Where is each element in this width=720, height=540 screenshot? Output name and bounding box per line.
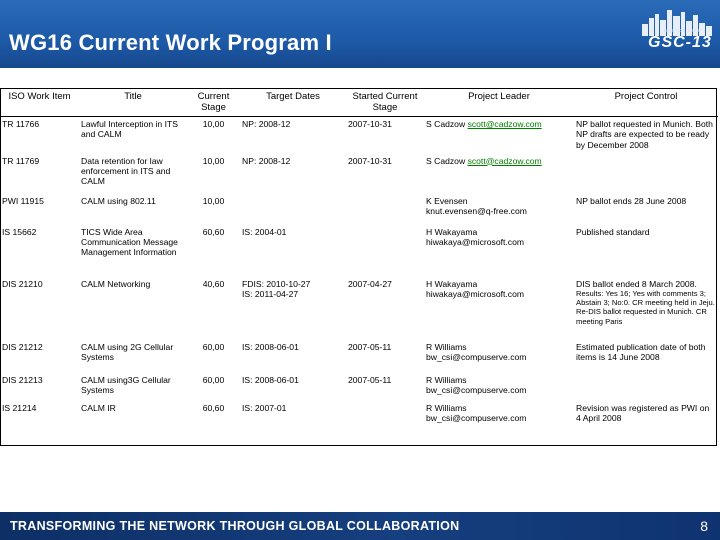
title-cell: CALM using 2G Cellular Systems bbox=[81, 341, 174, 362]
logo-subtext: BOSTON 2008 bbox=[664, 28, 700, 33]
leader-email: hiwakaya@microsoft.com bbox=[426, 236, 525, 247]
column-header-started-current-stage: Started Current Stage bbox=[346, 88, 424, 117]
current-stage-cell: 60,60 bbox=[202, 226, 225, 237]
project-control-cell bbox=[574, 277, 718, 340]
iso-work-item-cell: TR 11766 bbox=[2, 119, 40, 129]
project-control-cell: NP ballot ends 28 June 2008 bbox=[576, 195, 687, 206]
table-row bbox=[0, 117, 718, 154]
started-current-stage-cell: 2007-05-11 bbox=[348, 374, 392, 385]
leader-name: R Williams bbox=[426, 402, 467, 413]
logo-text: GSC-13 bbox=[648, 34, 712, 51]
current-stage-cell: 40,60 bbox=[202, 278, 225, 289]
started-current-stage-cell: 2007-10-31 bbox=[348, 155, 392, 166]
table-row bbox=[0, 225, 718, 277]
target-date-is: IS: 2011-04-27 bbox=[242, 288, 299, 299]
table-header-row bbox=[0, 88, 718, 117]
leader-email: hiwakaya@microsoft.com bbox=[426, 288, 525, 299]
iso-work-item-cell: IS 15662 bbox=[2, 226, 37, 237]
target-date-fdis: FDIS: 2010-10-27 bbox=[242, 278, 311, 289]
leader-email: bw_csi@compuserve.com bbox=[426, 351, 527, 362]
iso-work-item-cell: IS 21214 bbox=[2, 402, 37, 413]
table-row bbox=[0, 340, 718, 373]
target-dates-cell: IS: 2008-06-01 bbox=[242, 341, 299, 352]
iso-work-item-cell: DIS 21210 bbox=[2, 278, 43, 289]
leader-name: R Williams bbox=[426, 374, 467, 385]
leader-email: bw_csi@compuserve.com bbox=[426, 412, 527, 423]
column-header-project-leader: Project Leader bbox=[424, 88, 574, 117]
table-row bbox=[0, 401, 718, 439]
project-control-cell: Estimated publication date of both items is 14 June 2008 bbox=[576, 341, 706, 362]
column-header-title: Title bbox=[79, 88, 187, 117]
started-current-stage-cell bbox=[346, 194, 424, 225]
target-dates-cell: IS: 2008-06-01 bbox=[242, 374, 299, 385]
footer-tagline: TRANSFORMING THE NETWORK THROUGH GLOBAL COLLABORATION bbox=[10, 519, 460, 533]
leader-name: R Williams bbox=[426, 341, 467, 352]
current-stage-cell: 10,00 bbox=[202, 195, 225, 206]
project-leader-cell bbox=[424, 277, 574, 340]
current-stage-cell: 10,00 bbox=[202, 119, 225, 129]
target-dates-cell: IS: 2004-01 bbox=[242, 226, 287, 237]
title-cell: CALM using3G Cellular Systems bbox=[81, 374, 171, 395]
leader-email-link[interactable]: scott@cadzow.com bbox=[467, 155, 542, 166]
leader-email-link[interactable]: scott@cadzow.com bbox=[467, 119, 542, 129]
leader-name: S Cadzow bbox=[426, 119, 466, 129]
target-dates-cell bbox=[240, 277, 346, 340]
page-title: WG16 Current Work Program I bbox=[9, 30, 332, 55]
leader-name: S Cadzow bbox=[426, 155, 466, 166]
title-cell: Data retention for law enforcement in ITS and CALM bbox=[81, 155, 171, 187]
project-leader-cell bbox=[424, 340, 574, 373]
project-leader-cell bbox=[424, 117, 574, 154]
iso-work-item-cell: DIS 21213 bbox=[2, 374, 43, 385]
started-current-stage-cell: 2007-04-27 bbox=[348, 278, 392, 289]
current-stage-cell: 10,00 bbox=[202, 155, 225, 166]
project-leader-cell bbox=[424, 373, 574, 401]
project-control-summary: DIS ballot ended 8 March 2008. bbox=[576, 278, 697, 289]
target-dates-cell: NP: 2008-12 bbox=[242, 119, 291, 129]
project-leader-cell bbox=[424, 154, 574, 194]
project-control-detail: Results: Yes 16; Yes with comments 3; Abstain 3; No:0. CR meeting held in Jeju. Re-DIS ballot requested in Munich. CR meeting Paris bbox=[576, 288, 715, 326]
project-leader-cell bbox=[424, 194, 574, 225]
project-control-cell: NP ballot requested in Munich. Both NP drafts are expected to be ready by December 2008 bbox=[576, 119, 713, 150]
footer-bar bbox=[0, 512, 720, 540]
title-cell: CALM Networking bbox=[81, 278, 151, 289]
started-current-stage-cell bbox=[346, 401, 424, 439]
column-header-target-dates: Target Dates bbox=[240, 88, 346, 117]
current-stage-cell: 60,00 bbox=[202, 341, 225, 352]
header-bar bbox=[0, 0, 720, 68]
leader-name: H Wakayama bbox=[426, 226, 478, 237]
iso-work-item-cell: PWI 11915 bbox=[2, 195, 44, 206]
current-stage-cell: 60,60 bbox=[202, 402, 225, 413]
project-control-cell: Revision was registered as PWI on 4 April 2008 bbox=[576, 402, 710, 423]
page-number: 8 bbox=[700, 518, 708, 534]
current-stage-cell: 60,00 bbox=[202, 374, 225, 385]
column-header-current-stage: Current Stage bbox=[187, 88, 240, 117]
started-current-stage-cell: 2007-05-11 bbox=[348, 341, 392, 352]
table-row bbox=[0, 194, 718, 225]
column-header-iso-work-item: ISO Work Item bbox=[0, 88, 79, 117]
column-header-project-control: Project Control bbox=[574, 88, 718, 117]
iso-work-item-cell: TR 11769 bbox=[2, 155, 40, 166]
title-cell: TICS Wide Area Communication Message Management Information bbox=[81, 226, 178, 258]
title-cell: CALM IR bbox=[81, 402, 116, 413]
target-dates-cell: IS: 2007-01 bbox=[242, 402, 287, 413]
started-current-stage-cell bbox=[346, 225, 424, 277]
iso-work-item-cell: DIS 21212 bbox=[2, 341, 43, 352]
started-current-stage-cell: 2007-10-31 bbox=[348, 119, 392, 129]
target-dates-cell: NP: 2008-12 bbox=[242, 155, 291, 166]
project-control-cell: Published standard bbox=[576, 226, 650, 237]
project-leader-cell bbox=[424, 225, 574, 277]
title-cell: CALM using 802.11 bbox=[81, 195, 156, 206]
leader-email: knut.evensen@q-free.com bbox=[426, 205, 527, 216]
leader-name: H Wakayama bbox=[426, 278, 478, 289]
table-row bbox=[0, 277, 718, 340]
target-dates-cell bbox=[240, 194, 346, 225]
project-leader-cell bbox=[424, 401, 574, 439]
leader-email: bw_csi@compuserve.com bbox=[426, 384, 527, 395]
leader-name: K Evensen bbox=[426, 195, 468, 206]
title-cell: Lawful Interception in ITS and CALM bbox=[81, 119, 178, 140]
work-program-table bbox=[0, 88, 718, 439]
